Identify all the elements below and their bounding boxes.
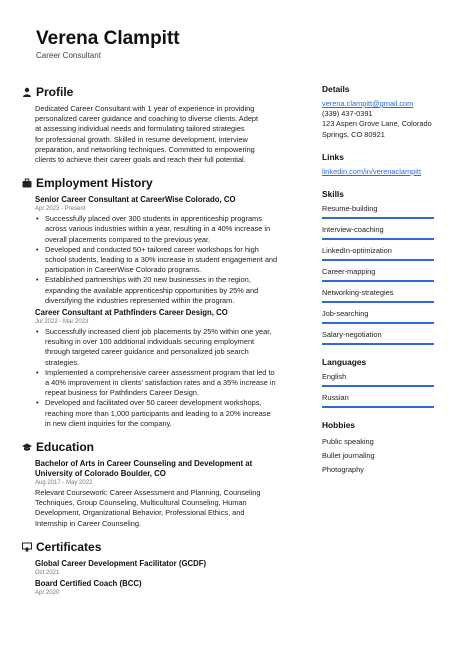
job-bullet bbox=[45, 327, 302, 368]
skill-name: Networking-strategies bbox=[322, 288, 394, 298]
phone-number: (339) 437-0391 bbox=[322, 109, 373, 119]
profile-title: Profile bbox=[36, 85, 74, 99]
hobbies-block bbox=[322, 420, 434, 477]
employment-title: Employment History bbox=[36, 176, 153, 191]
bullet-line: repeat business for Pathfinders Career Design. bbox=[45, 388, 200, 398]
certificates-section bbox=[22, 539, 302, 597]
bullet-line: • Developed and conducted 50+ tailored career workshops for high bbox=[45, 244, 259, 254]
certificates-title: Certificates bbox=[36, 539, 102, 554]
job-bullet bbox=[45, 275, 302, 306]
hobby-item: Photography bbox=[322, 465, 364, 475]
skill-level-bar bbox=[322, 322, 434, 324]
skill-level-fill bbox=[322, 301, 434, 303]
bullet-line: in new client inquiries for the company. bbox=[45, 418, 172, 428]
job-title: Senior Career Consultant at CareerWise Colorado, CO bbox=[35, 195, 236, 205]
skill-name: LinkedIn-optimization bbox=[322, 246, 392, 256]
skill-item bbox=[322, 267, 434, 282]
skill-level-fill bbox=[322, 259, 434, 261]
resume-header bbox=[36, 28, 180, 60]
language-level-fill bbox=[322, 385, 434, 387]
skill-level-fill bbox=[322, 217, 434, 219]
bullet-line: diversifying the industries represented within the program. bbox=[45, 295, 235, 305]
skill-level-bar bbox=[322, 217, 434, 219]
skills-title: Skills bbox=[322, 189, 344, 200]
skill-item bbox=[322, 309, 434, 324]
skill-name: Resume-building bbox=[322, 204, 378, 214]
hobby-item: Bullet journaling bbox=[322, 451, 375, 461]
coursework-line: Relevant Coursework: Career Assessment and Planning, Counseling bbox=[35, 488, 261, 498]
job-bullet bbox=[45, 214, 302, 245]
education-title: Education bbox=[36, 440, 95, 455]
candidate-name: Verena Clampitt bbox=[36, 28, 180, 49]
skill-level-bar bbox=[322, 238, 434, 240]
links-title: Links bbox=[322, 151, 344, 162]
language-level-bar bbox=[322, 406, 434, 408]
degree-line: University of Colorado Boulder, CO bbox=[35, 469, 166, 479]
employment-section bbox=[22, 175, 302, 429]
details-title: Details bbox=[322, 84, 350, 94]
linkedin-link[interactable]: linkedin.com/in/verenaclampitt bbox=[322, 166, 421, 176]
skill-level-fill bbox=[322, 343, 434, 345]
profile-line: clients to achieve their career goals and reach their full potential. bbox=[35, 155, 246, 165]
bullet-line: • Successfully increased client job placements by 25% within one year, bbox=[45, 327, 272, 337]
degree-title bbox=[35, 459, 302, 479]
bullet-line: reaching more than 1,000 participants and leading to a 20% increase bbox=[45, 408, 271, 418]
skill-name: Interview-coaching bbox=[322, 225, 384, 235]
skill-name: Career-mapping bbox=[322, 267, 376, 277]
skill-item bbox=[322, 330, 434, 345]
language-name: English bbox=[322, 372, 347, 382]
candidate-subtitle: Career Consultant bbox=[36, 51, 101, 60]
bullet-line: strategies. bbox=[45, 357, 80, 367]
certificates-heading bbox=[22, 539, 302, 555]
bullet-line: school students, leading to a 30% increase in student engagement and bbox=[45, 255, 278, 265]
job-bullet bbox=[45, 398, 302, 429]
language-name: Russian bbox=[322, 393, 349, 403]
certificate-name: Global Career Development Facilitator (GCDF) bbox=[35, 558, 207, 568]
skill-item bbox=[322, 225, 434, 240]
coursework-line: Internship in Career Counseling. bbox=[35, 518, 141, 528]
main-column bbox=[22, 84, 302, 605]
briefcase-icon bbox=[22, 178, 32, 188]
language-item bbox=[322, 393, 434, 408]
certificate-icon bbox=[22, 542, 32, 552]
profile-line: for professional growth. Skilled in resume development, interview bbox=[35, 134, 248, 144]
languages-block bbox=[322, 357, 434, 408]
skill-level-bar bbox=[322, 343, 434, 345]
bullet-line: • Successfully placed over 300 students in apprenticeship programs bbox=[45, 214, 262, 224]
job-bullets bbox=[35, 214, 302, 306]
language-item bbox=[322, 372, 434, 387]
skill-level-fill bbox=[322, 280, 434, 282]
coursework-line: Development, Organizational Behavior, Professional Ethics, and bbox=[35, 508, 245, 518]
coursework-line: Techniques, Group Counseling, Multicultural Counseling, Human bbox=[35, 498, 247, 508]
hobby-item: Public speaking bbox=[322, 437, 374, 447]
hobbies-list bbox=[322, 435, 434, 477]
sidebar bbox=[322, 84, 434, 489]
profile-line: personalized career guidance and coaching to diverse clients. Adept bbox=[35, 114, 259, 124]
bullet-line: resulting in over 100 additional individuals securing employment bbox=[45, 337, 255, 347]
graduation-cap-icon bbox=[22, 442, 32, 452]
skill-item bbox=[322, 204, 434, 219]
profile-line: at assessing individual needs and formulating tailored strategies bbox=[35, 124, 245, 134]
skill-level-fill bbox=[322, 238, 434, 240]
skill-level-bar bbox=[322, 259, 434, 261]
bullet-line: across various industries within a year, resulting in a 40% increase in bbox=[45, 224, 271, 234]
links-block bbox=[322, 152, 434, 177]
languages-list bbox=[322, 372, 434, 408]
certificate-name: Board Certified Coach (BCC) bbox=[35, 578, 142, 588]
skill-level-fill bbox=[322, 322, 434, 324]
degree-line: Bachelor of Arts in Career Counseling and Development at bbox=[35, 459, 253, 469]
skill-level-bar bbox=[322, 301, 434, 303]
bullet-line: participation in CareerWise Colorado programs. bbox=[45, 265, 202, 275]
hobbies-title: Hobbies bbox=[322, 420, 356, 431]
skill-level-bar bbox=[322, 280, 434, 282]
profile-line: preparation, and networking techniques. Committed to empowering bbox=[35, 144, 255, 154]
education-date: Aug 2017 - May 2022 bbox=[35, 480, 93, 487]
bullet-line: a 40% improvement in clients' satisfaction rates and a 35% increase in bbox=[45, 378, 276, 388]
details-block bbox=[322, 84, 434, 140]
skill-name: Job-searching bbox=[322, 309, 369, 319]
bullet-line: • Established partnerships with 20 new businesses in the region, bbox=[45, 275, 251, 285]
profile-section bbox=[22, 84, 302, 165]
skills-block bbox=[322, 189, 434, 345]
skill-name: Salary-negotiation bbox=[322, 330, 382, 340]
skill-item bbox=[322, 288, 434, 303]
address-line: Springs, CO 80921 bbox=[322, 129, 385, 139]
languages-title: Languages bbox=[322, 357, 367, 368]
employment-heading bbox=[22, 175, 302, 191]
person-icon bbox=[22, 87, 32, 97]
bullet-line: expanding the available apprenticeship opportunities by 25% and bbox=[45, 285, 259, 295]
bullet-line: • Developed and facilitated over 50 career development workshops, bbox=[45, 398, 262, 408]
bullet-line: • Implemented a comprehensive career assessment program that led to bbox=[45, 367, 275, 377]
education-section bbox=[22, 439, 302, 529]
email-link[interactable]: verena.clampitt@gmail.com bbox=[322, 99, 414, 108]
address-line: 123 Aspen Grove Lane, Colorado bbox=[322, 119, 432, 129]
bullet-line: through targeted career guidance and personalized job search bbox=[45, 347, 249, 357]
address bbox=[322, 119, 434, 139]
education-coursework bbox=[35, 488, 302, 529]
job-title: Career Consultant at Pathfinders Career Design, CO bbox=[35, 308, 228, 318]
education-heading bbox=[22, 439, 302, 455]
language-level-bar bbox=[322, 385, 434, 387]
job-bullets bbox=[35, 327, 302, 429]
certificate-date: Oct 2021 bbox=[35, 569, 60, 576]
bullet-line: overall placements compared to the previous year. bbox=[45, 234, 211, 244]
skill-item bbox=[322, 246, 434, 261]
skills-list bbox=[322, 204, 434, 345]
profile-heading bbox=[22, 84, 302, 100]
certificate-date: Apr 2020 bbox=[35, 589, 60, 596]
language-level-fill bbox=[322, 406, 434, 408]
job-bullet bbox=[45, 368, 302, 399]
profile-line: Dedicated Career Consultant with 1 year of experience in providing bbox=[35, 104, 255, 113]
profile-summary bbox=[35, 104, 302, 165]
job-date: Apr 2023 - Present bbox=[35, 206, 86, 213]
job-bullet bbox=[45, 245, 302, 276]
job-date: Jul 2022 - Mar 2023 bbox=[35, 319, 89, 326]
